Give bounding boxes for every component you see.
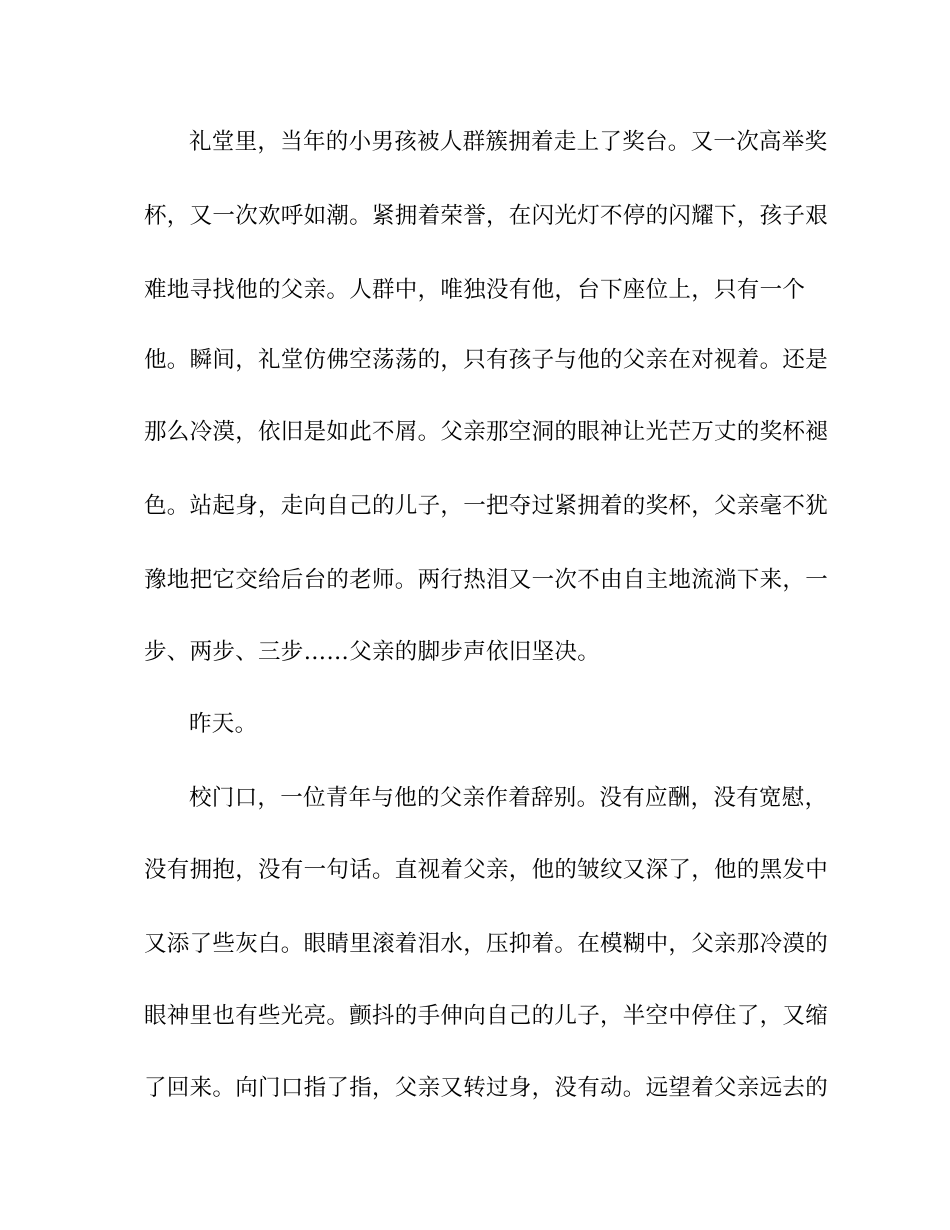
paragraph-line: 眼神里也有些光亮。颤抖的手伸向自己的儿子，半空中停住了，又缩 (144, 1003, 829, 1029)
paragraph-line: 色。站起身，走向自己的儿子，一把夺过紧拥着的奖杯，父亲毫不犹 (144, 493, 829, 519)
paragraph-line: 步、两步、三步……父亲的脚步声依旧坚决。 (144, 639, 601, 665)
paragraph-line: 了回来。向门口指了指，父亲又转过身，没有动。远望着父亲远去的 (144, 1075, 829, 1101)
paragraph-line: 昨天。 (189, 711, 258, 737)
paragraph-line: 杯，又一次欢呼如潮。紧拥着荣誉，在闪光灯不停的闪耀下，孩子艰 (144, 203, 829, 229)
paragraph-line: 豫地把它交给后台的老师。两行热泪又一次不由自主地流淌下来，一 (144, 567, 829, 593)
paragraph-line: 难地寻找他的父亲。人群中，唯独没有他，台下座位上，只有一个 (144, 277, 806, 303)
paragraph-line: 他。瞬间，礼堂仿佛空荡荡的，只有孩子与他的父亲在对视着。还是 (144, 347, 829, 373)
paragraph-line: 那么冷漠，依旧是如此不屑。父亲那空洞的眼神让光芒万丈的奖杯褪 (144, 419, 829, 445)
paragraph-line: 礼堂里，当年的小男孩被人群簇拥着走上了奖台。又一次高举奖 (189, 129, 828, 155)
paragraph-line: 没有拥抱，没有一句话。直视着父亲，他的皱纹又深了，他的黑发中 (144, 857, 829, 883)
paragraph-line: 校门口，一位青年与他的父亲作着辞别。没有应酬，没有宽慰， (189, 785, 828, 811)
paragraph-line: 又添了些灰白。眼睛里滚着泪水，压抑着。在模糊中，父亲那冷漠的 (144, 931, 829, 957)
